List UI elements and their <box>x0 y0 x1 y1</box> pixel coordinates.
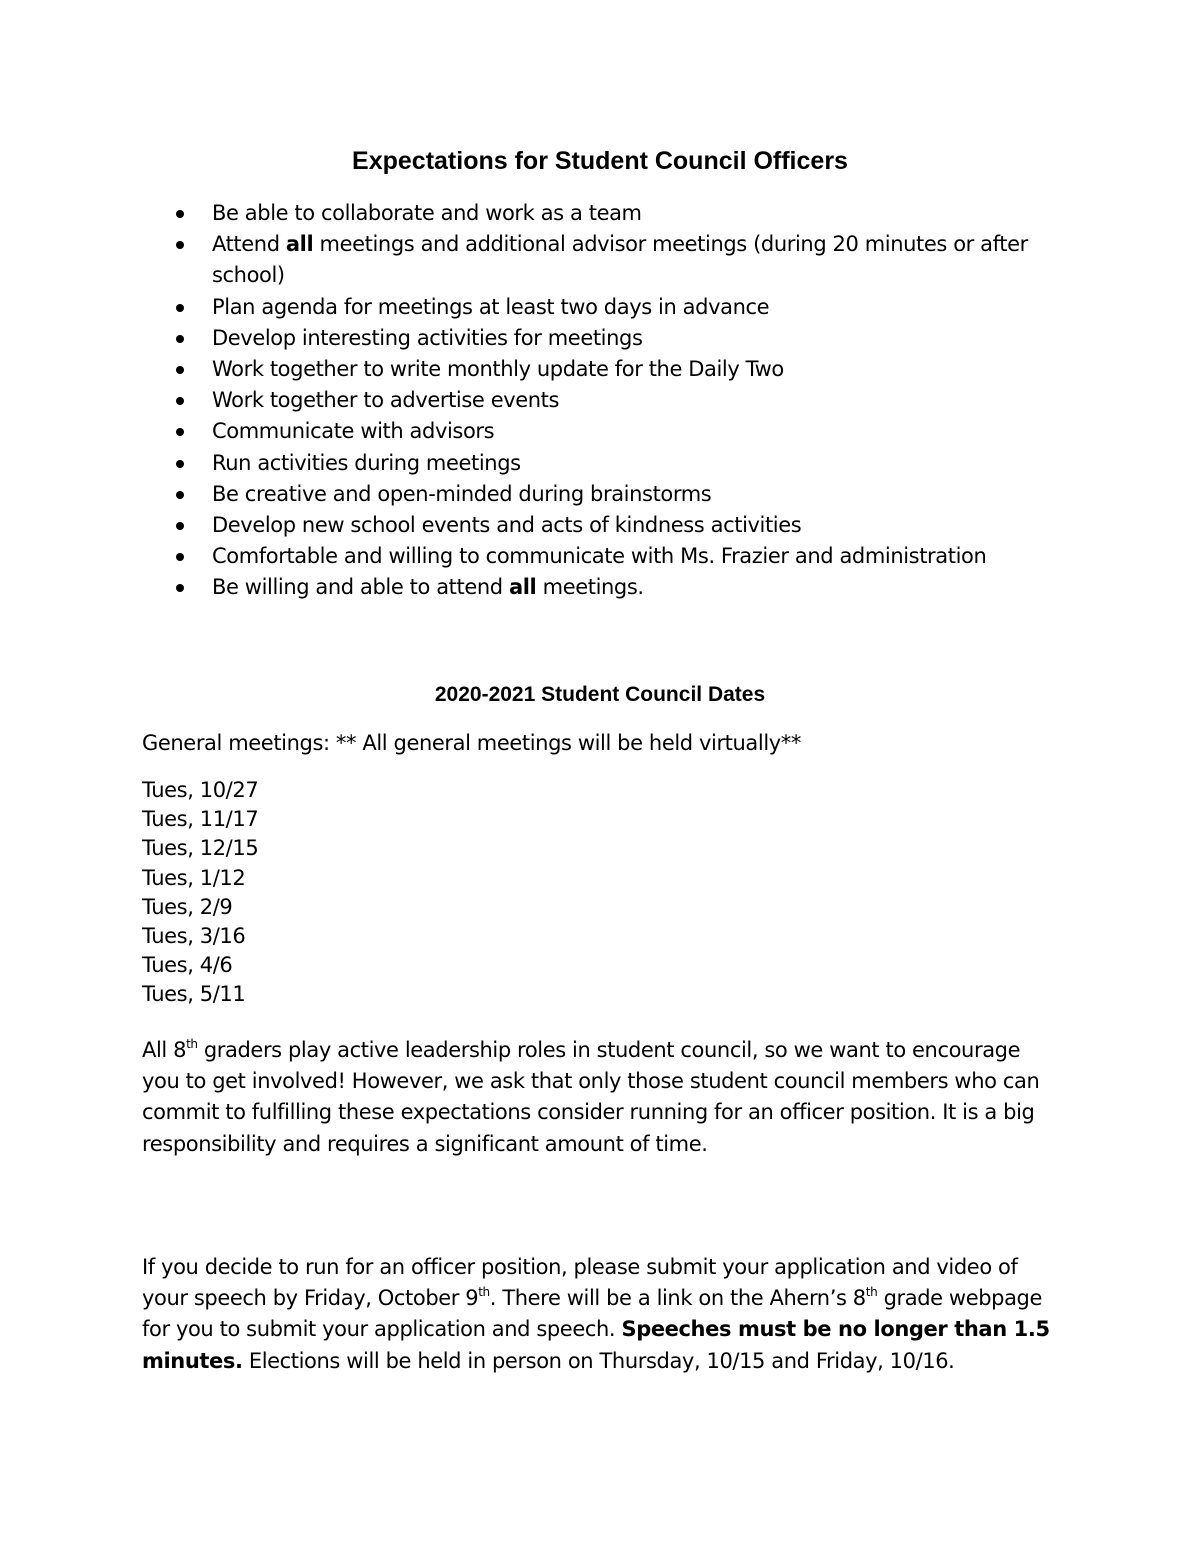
list-item: Be willing and able to attend all meetings. <box>0 572 1072 603</box>
emphasis-all: all <box>508 575 537 600</box>
meeting-date: Tues, 1/12 <box>142 865 246 890</box>
meeting-date: Tues, 10/27 <box>142 778 259 802</box>
meeting-date: Tues, 4/6 <box>142 953 233 978</box>
general-meetings-note: General meetings: ** All general meetings will be held virtually** <box>142 731 801 755</box>
list-item: Be creative and open-minded during brainstorms <box>0 479 1072 510</box>
involvement-paragraph: All 8th graders play active leadership roles in student council, so we want to encourage you to get involved! However, we ask that only those student council members who can commit to fulfilling these expectations consider running for an officer position. It is a big responsibility and requires a significant amount of time. <box>142 1037 1040 1156</box>
list-item: Attend all meetings and additional advisor meetings (during 20 minutes or after school) <box>0 229 1072 291</box>
bullet-icon <box>176 210 184 218</box>
bullet-icon <box>176 241 184 249</box>
bullet-icon <box>176 584 184 592</box>
expectations-list <box>0 198 1200 604</box>
emphasis-all: all <box>285 232 314 257</box>
speech-length-notice: Speeches must be no longer than 1.5 minutes. <box>142 1317 1050 1373</box>
bullet-icon <box>176 428 184 436</box>
meeting-date: Tues, 11/17 <box>142 807 259 832</box>
meeting-date: Tues, 3/16 <box>142 924 246 949</box>
meeting-date: Tues, 5/11 <box>142 982 246 1007</box>
list-item: Plan agenda for meetings at least two days in advance <box>0 292 1072 323</box>
list-item: Work together to advertise events <box>0 385 1072 416</box>
list-item: Comfortable and willing to communicate with Ms. Frazier and administration <box>0 541 1072 572</box>
bullet-icon <box>176 460 184 468</box>
bullet-icon <box>176 397 184 405</box>
bullet-icon <box>176 304 184 312</box>
bullet-icon <box>176 522 184 530</box>
document-title: Expectations for Student Council Officers <box>352 147 848 175</box>
list-item: Be able to collaborate and work as a team <box>0 198 1072 229</box>
dates-heading: 2020-2021 Student Council Dates <box>434 683 766 706</box>
meeting-date: Tues, 12/15 <box>142 836 259 861</box>
list-item: Run activities during meetings <box>0 448 1072 479</box>
list-item: Work together to write monthly update for the Daily Two <box>0 354 1072 385</box>
bullet-icon <box>176 491 184 499</box>
bullet-icon <box>176 553 184 561</box>
list-item: Develop interesting activities for meetings <box>0 323 1072 354</box>
meeting-date: Tues, 2/9 <box>142 894 233 919</box>
application-paragraph: If you decide to run for an officer position, please submit your application and video of your speech by Friday, October 9th. There will be a link on the Ahern’s 8th grade webpage for you to submit your application and speech. Speeches must be no longer than 1.5 minutes. Elections will be held in person on Thursday, 10/15 and Friday, 10/16. <box>142 1255 1050 1373</box>
bullet-icon <box>176 366 184 374</box>
list-item: Develop new school events and acts of kindness activities <box>0 510 1072 541</box>
meeting-dates-list <box>142 776 258 1010</box>
bullet-icon <box>176 335 184 343</box>
list-item: Communicate with advisors <box>0 416 1072 447</box>
